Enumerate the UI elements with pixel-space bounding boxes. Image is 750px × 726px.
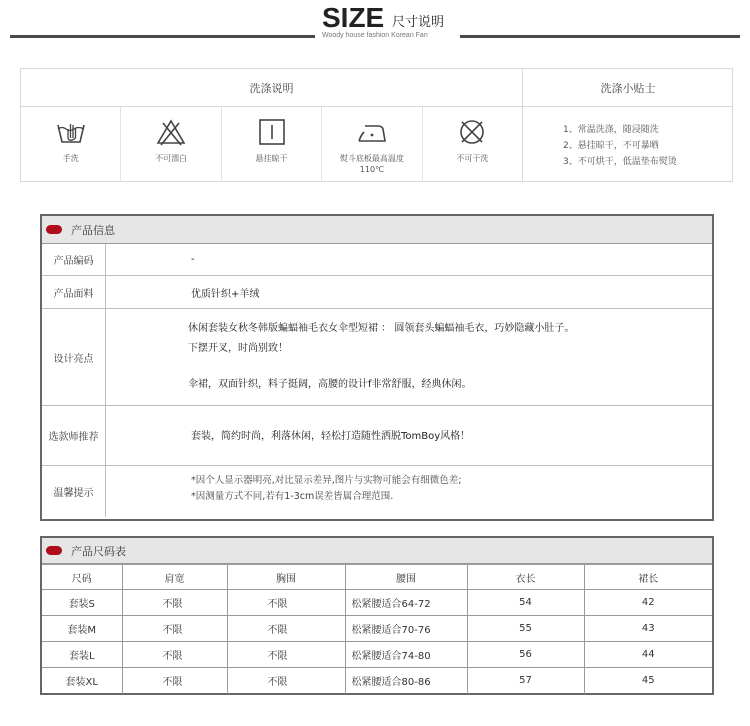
cell-size: 套装L bbox=[42, 642, 122, 668]
table-row bbox=[42, 616, 712, 642]
washing-icon-cell bbox=[121, 107, 221, 182]
section-dot-icon bbox=[46, 546, 62, 555]
no-bleach-icon bbox=[155, 117, 187, 147]
design-label: 设计亮点 bbox=[42, 309, 106, 405]
cell-top-length: 55 bbox=[467, 616, 584, 642]
no-dry-clean-icon bbox=[456, 117, 488, 147]
cell-skirt-length: 44 bbox=[584, 642, 712, 668]
washing-icon-cell bbox=[322, 107, 422, 182]
col-header-skirt-length: 裙长 bbox=[584, 565, 712, 590]
cell-top-length: 54 bbox=[467, 590, 584, 616]
col-header-size: 尺码 bbox=[42, 565, 122, 590]
washing-icon-cell bbox=[21, 107, 121, 182]
washing-icon-cell bbox=[222, 107, 322, 182]
washing-tips bbox=[523, 107, 733, 182]
design-line: 伞裙，双面针织，料子挺阔，高腰的设计f非常舒服，经典休闲。 bbox=[188, 379, 472, 390]
cell-size: 套装M bbox=[42, 616, 122, 642]
hand-wash-icon bbox=[55, 117, 87, 147]
info-row-stylist bbox=[42, 406, 712, 466]
table-row bbox=[42, 590, 712, 616]
size-chart-title: 产品尺码表 bbox=[71, 544, 126, 558]
section-dot-icon bbox=[46, 225, 62, 234]
header-rule-right bbox=[460, 35, 740, 38]
stylist-value: 套装，简约时尚，利落休闲，轻松打造随性洒脱TomBoy风格！ bbox=[191, 431, 471, 442]
cell-shoulder: 不限 bbox=[122, 590, 227, 616]
washing-tip: 3、不可烘干，低温垫布熨烫 bbox=[563, 157, 677, 167]
cell-shoulder: 不限 bbox=[122, 642, 227, 668]
cell-waist: 松紧腰适合80-86 bbox=[345, 668, 467, 694]
cell-chest: 不限 bbox=[227, 590, 345, 616]
cell-chest: 不限 bbox=[227, 642, 345, 668]
cell-waist: 松紧腰适合70-76 bbox=[345, 616, 467, 642]
cell-chest: 不限 bbox=[227, 668, 345, 694]
code-value: - bbox=[191, 254, 195, 265]
cell-top-length: 57 bbox=[467, 668, 584, 694]
table-row bbox=[42, 642, 712, 668]
size-chart bbox=[40, 536, 714, 695]
notice-line: *因测量方式不同,若有1-3cm误差皆属合理范围. bbox=[191, 491, 394, 502]
design-line: 休闲套装女秋冬韩版蝙蝠袖毛衣女伞型短裙 ： 圆领套头蝙蝠袖毛衣，巧妙隐藏小肚子。 bbox=[188, 323, 575, 334]
size-table-header-row bbox=[42, 565, 712, 590]
notice-line: *因个人显示器明亮,对比显示差异,图片与实物可能会有细微色差; bbox=[191, 475, 462, 486]
stylist-label: 选款师推荐 bbox=[42, 406, 106, 465]
info-row-design bbox=[42, 309, 712, 406]
cell-shoulder: 不限 bbox=[122, 616, 227, 642]
col-header-top-length: 衣长 bbox=[467, 565, 584, 590]
cell-chest: 不限 bbox=[227, 616, 345, 642]
no-dry-clean-label: 不可干洗 bbox=[456, 154, 489, 163]
header-rule-left bbox=[10, 35, 315, 38]
no-bleach-label: 不可漂白 bbox=[155, 154, 188, 163]
col-header-shoulder: 肩宽 bbox=[122, 565, 227, 590]
col-header-chest: 胸围 bbox=[227, 565, 345, 590]
table-row bbox=[42, 668, 712, 694]
cell-shoulder: 不限 bbox=[122, 668, 227, 694]
cell-size: 套装S bbox=[42, 590, 122, 616]
washing-tips-heading: 洗涤小贴士 bbox=[523, 69, 733, 107]
col-header-waist: 腰围 bbox=[345, 565, 467, 590]
iron-label: 熨斗底板最高温度110℃ bbox=[339, 154, 404, 174]
code-label: 产品编码 bbox=[42, 244, 106, 275]
size-header bbox=[0, 0, 750, 50]
info-row-notice bbox=[42, 466, 712, 517]
product-info-title-bar bbox=[42, 216, 712, 244]
cell-waist: 松紧腰适合74-80 bbox=[345, 642, 467, 668]
fabric-value: 优质针织+羊绒 bbox=[191, 289, 260, 300]
hang-dry-icon bbox=[256, 117, 288, 147]
hang-dry-label: 悬挂晾干 bbox=[255, 154, 288, 163]
iron-icon bbox=[356, 117, 388, 147]
size-subtitle: Woody house fashion Korean Fan bbox=[322, 32, 428, 39]
hand-wash-label: 手洗 bbox=[62, 154, 79, 163]
size-title: SIZE bbox=[322, 2, 385, 33]
fabric-label: 产品面料 bbox=[42, 276, 106, 308]
info-row-fabric bbox=[42, 276, 712, 309]
notice-value bbox=[106, 466, 712, 517]
product-info-table bbox=[40, 214, 714, 521]
info-row-code bbox=[42, 244, 712, 276]
cell-skirt-length: 45 bbox=[584, 668, 712, 694]
cell-size: 套装XL bbox=[42, 668, 122, 694]
cell-skirt-length: 42 bbox=[584, 590, 712, 616]
washing-tip: 1、常温洗涤，随浸随洗 bbox=[563, 125, 659, 135]
size-table bbox=[42, 564, 712, 694]
washing-tip: 2、悬挂晾干，不可暴晒 bbox=[563, 141, 659, 151]
cell-top-length: 56 bbox=[467, 642, 584, 668]
size-chart-title-bar bbox=[42, 538, 712, 564]
size-title-cn: 尺寸说明 bbox=[392, 15, 445, 30]
washing-heading: 洗涤说明 bbox=[21, 69, 523, 107]
washing-icons-row bbox=[21, 107, 523, 182]
product-info-title: 产品信息 bbox=[71, 223, 115, 237]
design-value bbox=[106, 309, 712, 405]
washing-icon-cell bbox=[423, 107, 522, 182]
washing-panel bbox=[20, 68, 733, 182]
notice-label: 温馨提示 bbox=[42, 466, 106, 517]
cell-waist: 松紧腰适合64-72 bbox=[345, 590, 467, 616]
cell-skirt-length: 43 bbox=[584, 616, 712, 642]
design-line: 下摆开叉，时尚别致！ bbox=[188, 343, 288, 354]
